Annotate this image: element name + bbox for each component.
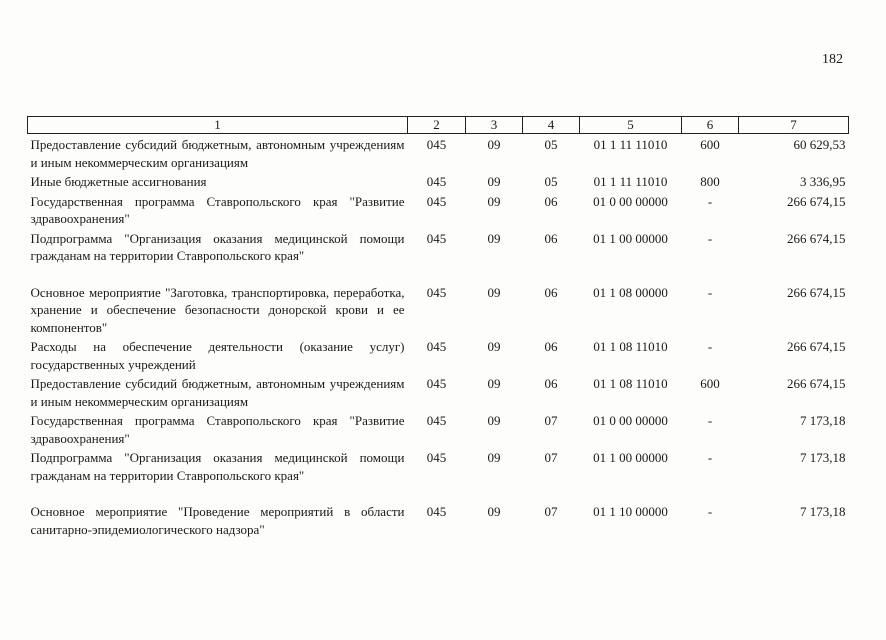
header-col-7: 7 [739,117,849,134]
row-code-6: 600 [700,137,720,152]
page-number: 182 [822,52,843,67]
row-code-4: 06 [544,284,558,300]
header-col-3: 3 [466,117,523,134]
row-description: Основное мероприятие "Заготовка, транспортировка, переработка, хранение и обеспечение безопасности донорской крови и ее компонентов" [30,284,405,335]
row-code-2: 045 [426,137,447,152]
header-col-2: 2 [408,117,466,134]
row-code-3: 09 [487,284,501,300]
row-code-6: - [707,193,713,209]
row-description: Предоставление субсидий бюджетным, автономным учреждениям и иным некоммерческим организациям [30,376,405,409]
row-code-4: 06 [544,230,558,246]
row-code-5: 01 1 08 11010 [593,376,668,391]
row-amount: 7 173,18 [800,504,846,519]
row-code-5: 01 1 08 11010 [593,339,668,354]
row-code-6: 800 [700,174,720,189]
row-code-5: 01 0 00 00000 [593,193,668,209]
row-amount: 7 173,18 [800,450,846,465]
budget-table [27,116,849,538]
row-code-5: 01 1 08 00000 [593,284,668,300]
row-code-6: - [707,504,713,519]
row-code-5: 01 1 11 11010 [593,137,668,152]
row-amount: 266 674,15 [787,376,846,391]
row-code-2: 045 [426,413,447,428]
table-row [28,336,849,373]
row-description: Подпрограмма "Организация оказания медицинской помощи гражданам на территории Ставропольского края" [30,230,405,263]
header-col-4: 4 [523,117,580,134]
row-code-5: 01 1 00 00000 [593,450,668,465]
row-code-3: 09 [487,193,501,209]
row-code-3: 09 [487,339,501,354]
row-amount: 266 674,15 [787,339,846,354]
row-amount: 266 674,15 [787,230,846,246]
row-code-4: 06 [544,339,558,354]
row-code-3: 09 [487,504,501,519]
row-code-6: - [707,339,713,354]
table-row [28,410,849,447]
table-row [28,501,849,538]
row-amount: 266 674,15 [787,284,846,300]
row-code-3: 09 [487,450,501,465]
row-amount: 60 629,53 [793,137,846,152]
header-col-5: 5 [580,117,682,134]
row-description: Государственная программа Ставропольского края "Развитие здравоохранения" [30,193,405,226]
row-description: Предоставление субсидий бюджетным, автономным учреждениям и иным некоммерческим организациям [30,137,405,170]
header-col-6: 6 [682,117,739,134]
row-code-2: 045 [426,230,447,246]
row-code-5: 01 0 00 00000 [593,413,668,428]
row-code-3: 09 [487,137,501,152]
row-code-5: 01 1 10 00000 [593,504,668,519]
table-header-row [28,117,849,134]
row-code-4: 07 [544,504,558,519]
header-col-1: 1 [28,117,408,134]
row-code-3: 09 [487,230,501,246]
row-code-4: 07 [544,413,558,428]
table-row [28,282,849,337]
row-code-2: 045 [426,284,447,300]
row-code-5: 01 1 11 11010 [593,174,668,189]
table-row [28,171,849,191]
row-code-3: 09 [487,413,501,428]
row-code-2: 045 [426,339,447,354]
row-description: Государственная программа Ставропольского края "Развитие здравоохранения" [30,413,405,446]
row-code-6: - [707,450,713,465]
row-amount: 7 173,18 [800,413,846,428]
row-code-3: 09 [487,376,501,391]
row-code-6: - [707,413,713,428]
row-code-4: 05 [544,137,558,152]
row-description: Иные бюджетные ассигнования [30,174,207,189]
table-row [28,373,849,410]
row-code-4: 06 [544,193,558,209]
row-code-3: 09 [487,174,501,189]
table-row [28,228,849,282]
row-code-4: 07 [544,450,558,465]
row-code-6: - [707,230,713,246]
table-row [28,134,849,172]
row-description: Расходы на обеспечение деятельности (оказание услуг) государственных учреждений [30,339,405,372]
table-row [28,191,849,228]
row-code-2: 045 [426,450,447,465]
row-description: Подпрограмма "Организация оказания медицинской помощи гражданам на территории Ставропольского края" [30,450,405,483]
row-code-2: 045 [426,504,447,519]
row-code-6: 600 [700,376,720,391]
row-code-4: 06 [544,376,558,391]
row-code-2: 045 [426,174,447,189]
row-code-6: - [707,284,713,300]
row-code-2: 045 [426,193,447,209]
row-code-5: 01 1 00 00000 [593,230,668,246]
row-code-2: 045 [426,376,447,391]
row-amount: 266 674,15 [787,193,846,209]
row-code-4: 05 [544,174,558,189]
row-amount: 3 336,95 [800,174,846,189]
row-description: Основное мероприятие "Проведение мероприятий в области санитарно-эпидемиологического надзора" [30,504,405,537]
table-row [28,447,849,501]
